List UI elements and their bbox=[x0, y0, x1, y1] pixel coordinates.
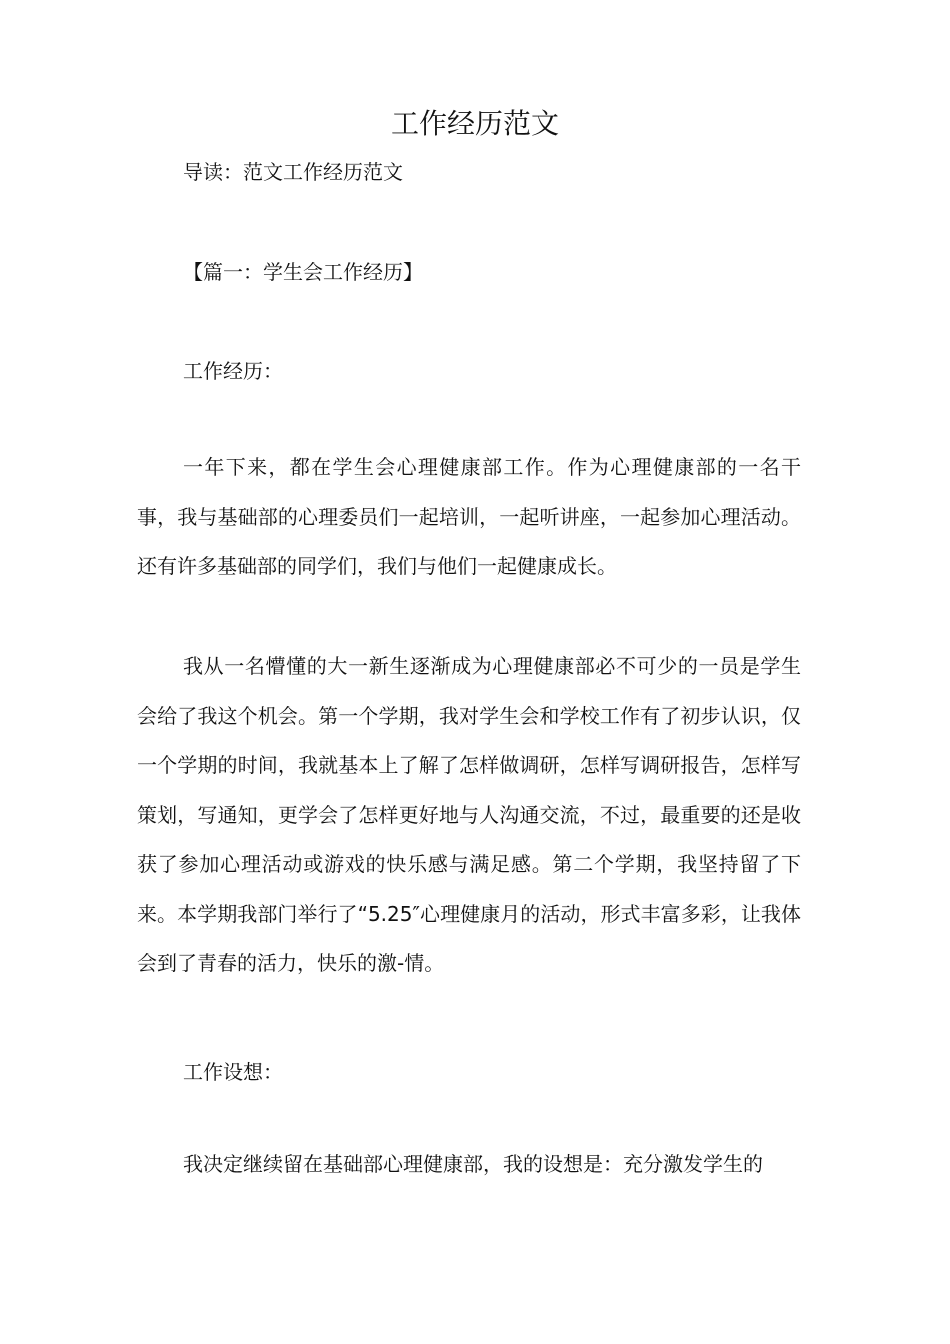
paragraph-plan: 我决定继续留在基础部心理健康部，我的设想是：充分激发学生的 bbox=[183, 1152, 763, 1176]
paragraph-experience-2: 我从一名懵懂的大一新生逐渐成为心理健康部必不可少的一员是学生会给了我这个机会。第一个学期，我对学生会和学校工作有了初步认识，仅一个学期的时间，我就基本上了解了怎样做调研，怎样写调研报告，怎样写策划，写通知，更学会了怎样更好地与人沟通交流，不过，最重要的还是收获了参加心理活动或游戏的快乐感与满足感。第二个学期，我坚持留了下来。本学期我部门举行了“5.25″心理健康月的活动，形式丰富多彩，让我体会到了青春的活力，快乐的激-情。 bbox=[137, 654, 801, 975]
paragraph-experience-1: 一年下来，都在学生会心理健康部工作。作为心理健康部的一名干事，我与基础部的心理委员们一起培训，一起听讲座，一起参加心理活动。还有许多基础部的同学们，我们与他们一起健康成长。 bbox=[137, 455, 801, 578]
document-title: 工作经历范文 bbox=[390, 107, 559, 140]
intro-line: 导读：范文工作经历范文 bbox=[183, 160, 403, 184]
subheading-plan: 工作设想： bbox=[183, 1060, 283, 1084]
section-heading: 【篇一：学生会工作经历】 bbox=[183, 260, 423, 284]
subheading-experience: 工作经历： bbox=[183, 359, 283, 383]
